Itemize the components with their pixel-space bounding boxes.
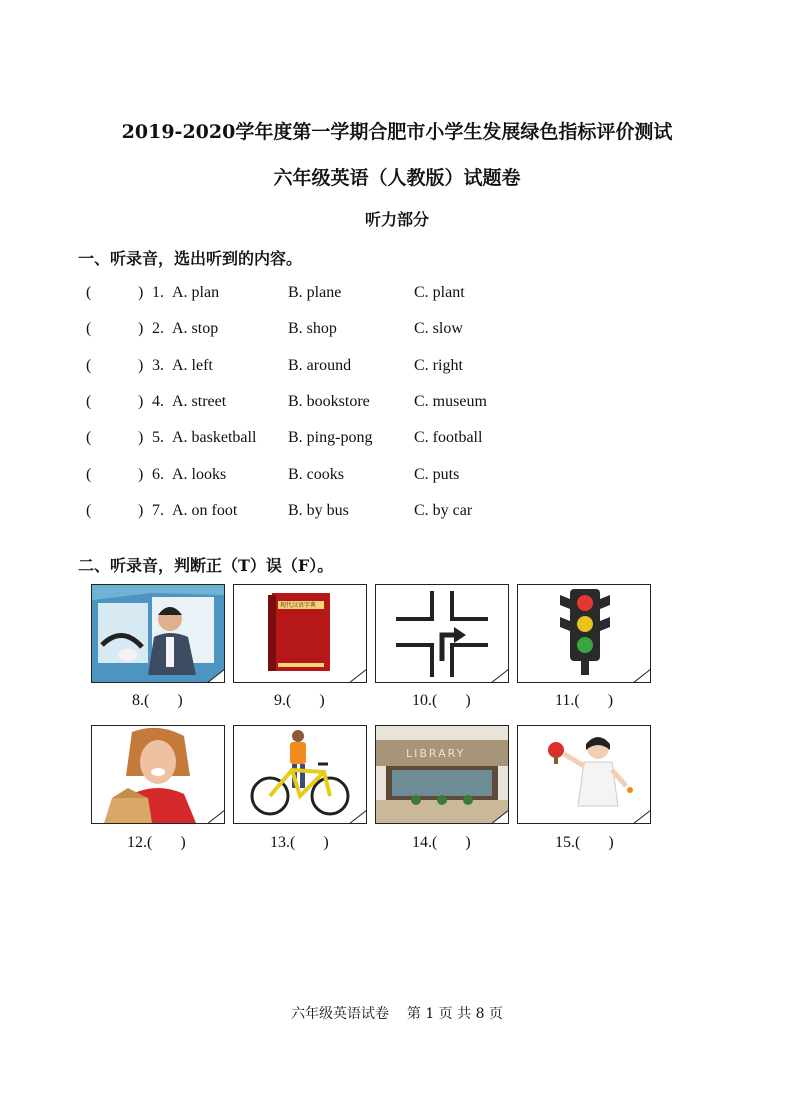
listening-part-heading: 听力部分: [364, 210, 429, 229]
option-b: B. bookstore: [288, 392, 370, 410]
option-c: C. plant: [414, 284, 465, 301]
exam-subtitle: 六年级英语（人教版）试题卷: [273, 167, 521, 189]
girl-ping-pong-image: [517, 725, 651, 824]
library-sign-text: LIBRARY: [406, 747, 466, 760]
option-b: B. shop: [288, 320, 337, 338]
question-number: 5.: [152, 429, 164, 447]
option-a: A. looks: [172, 465, 227, 483]
question-number: 7.: [152, 501, 164, 519]
option-b: B. by bus: [288, 501, 349, 519]
option-c: C. football: [414, 429, 483, 447]
option-b: B. around: [288, 356, 352, 374]
answer-blank-10[interactable]: 10.( ): [412, 692, 471, 709]
answer-paren-open[interactable]: (: [86, 465, 92, 483]
option-a: A. basketball: [172, 429, 257, 447]
answer-blank-9[interactable]: 9.( ): [274, 692, 325, 709]
option-a: A. on foot: [172, 501, 238, 519]
dictionary-cover-text: 现代汉语字典: [280, 602, 317, 609]
answer-blank-14[interactable]: 14.( ): [412, 834, 471, 851]
answer-blank-11[interactable]: 11.( ): [555, 692, 614, 709]
dictionary-image: [233, 584, 367, 683]
answer-blank-15[interactable]: 15.( ): [555, 834, 614, 851]
section1-heading: 一、听录音，选出听到的内容。: [78, 249, 303, 268]
answer-paren-close[interactable]: ): [138, 392, 144, 410]
option-a: A. street: [172, 392, 227, 410]
answer-paren-close[interactable]: ): [138, 429, 144, 447]
section2-heading: 二、听录音，判断正（T）误（F）。: [78, 556, 334, 575]
question-number: 6.: [152, 465, 164, 483]
option-c: C. by car: [414, 501, 473, 519]
answer-paren-close[interactable]: ): [138, 356, 144, 374]
option-c: C. slow: [414, 320, 463, 338]
option-c: C. museum: [414, 392, 487, 410]
answer-paren-close[interactable]: ): [138, 284, 144, 301]
page-footer: 六年级英语试卷 第 1 页 共 8 页: [291, 1006, 503, 1022]
turn-right-sign-image: [375, 584, 509, 683]
question-number: 1.: [152, 284, 164, 301]
answer-paren-open[interactable]: (: [86, 392, 92, 410]
answer-paren-close[interactable]: ): [138, 501, 144, 519]
answer-blank-8[interactable]: 8.( ): [132, 692, 183, 709]
boy-bicycle-image: [233, 725, 367, 824]
option-b: B. plane: [288, 284, 342, 301]
answer-paren-open[interactable]: (: [86, 501, 92, 519]
question-number: 3.: [152, 356, 164, 374]
question-number: 4.: [152, 392, 164, 410]
option-b: B. cooks: [288, 465, 344, 483]
answer-paren-open[interactable]: (: [86, 284, 92, 301]
answer-blank-12[interactable]: 12.( ): [127, 834, 186, 851]
option-c: C. right: [414, 356, 463, 374]
option-b: B. ping-pong: [288, 429, 373, 447]
option-a: A. left: [172, 356, 213, 374]
option-a: A. stop: [172, 320, 219, 338]
answer-paren-open[interactable]: (: [86, 320, 92, 338]
answer-paren-close[interactable]: ): [138, 465, 144, 483]
exam-title: 2019-2020学年度第一学期合肥市小学生发展绿色指标评价测试: [121, 121, 673, 143]
answer-blank-13[interactable]: 13.( ): [270, 834, 329, 851]
woman-gift-image: [91, 725, 225, 824]
traffic-light-image: [517, 584, 651, 683]
question-number: 2.: [152, 320, 164, 338]
answer-paren-open[interactable]: (: [86, 356, 92, 374]
answer-paren-open[interactable]: (: [86, 429, 92, 447]
taxi-driver-image: [91, 584, 225, 683]
library-image: [375, 725, 509, 824]
option-a: A. plan: [172, 284, 220, 301]
option-c: C. puts: [414, 465, 460, 483]
answer-paren-close[interactable]: ): [138, 320, 144, 338]
